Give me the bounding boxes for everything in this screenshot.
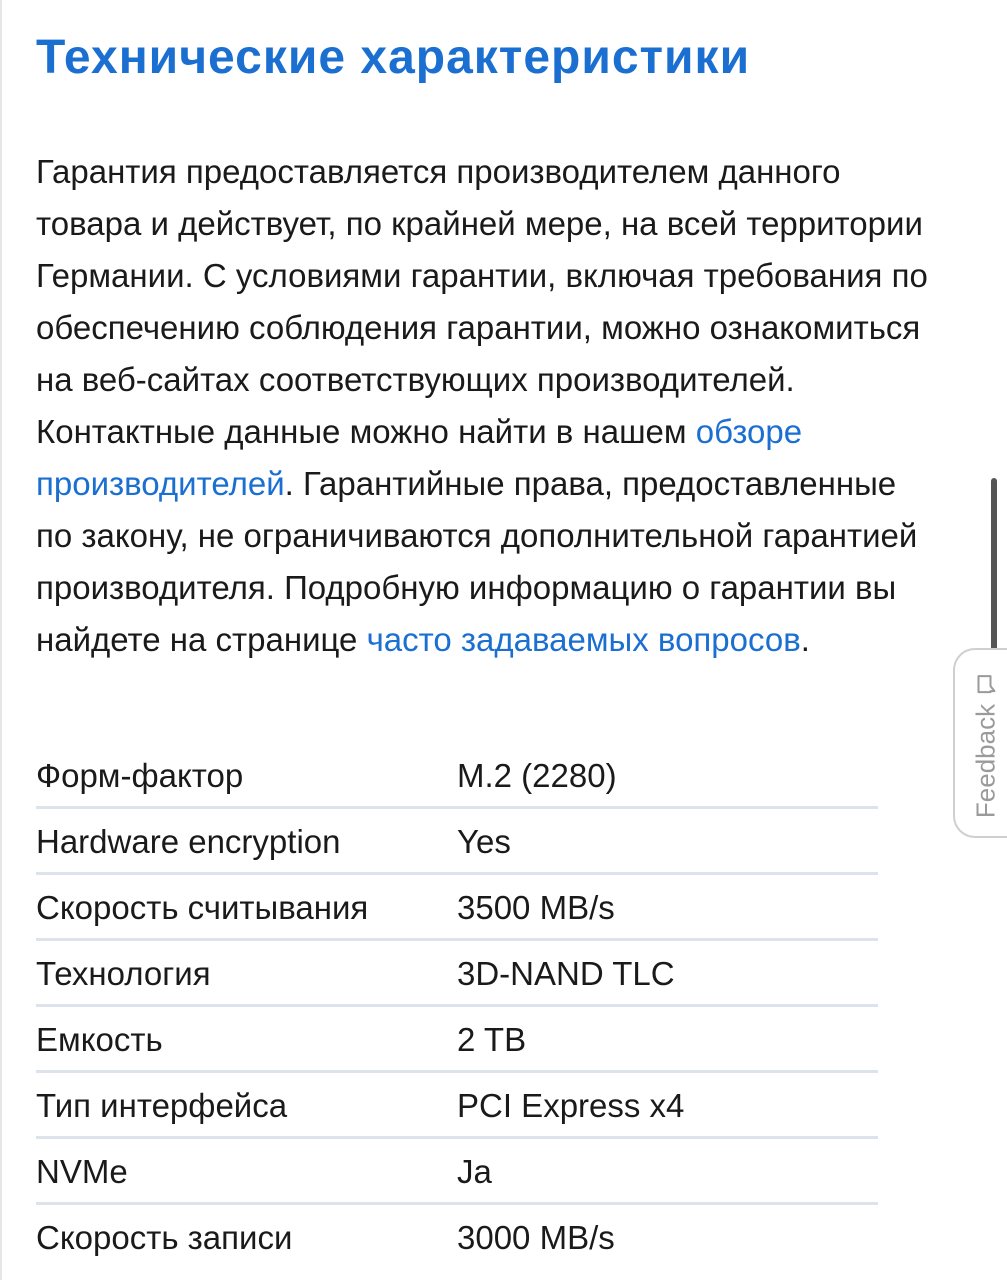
- spec-label: Форм-фактор: [36, 757, 244, 794]
- spec-row: [36, 1139, 878, 1205]
- page-edge: [0, 0, 2, 1280]
- specs-table: [36, 743, 878, 1268]
- spec-row: [36, 941, 878, 1007]
- spec-value: PCI Express x4: [457, 1087, 685, 1124]
- spec-label: Технология: [36, 955, 211, 992]
- spec-value: Ja: [457, 1153, 492, 1190]
- spec-label: Скорость считывания: [36, 889, 369, 926]
- spec-value: 2 TB: [457, 1021, 527, 1058]
- warranty-text: [36, 146, 936, 666]
- spec-row: [36, 1007, 878, 1073]
- spec-row: [36, 1073, 878, 1139]
- spec-label: Hardware encryption: [36, 823, 341, 860]
- chat-bubble-icon: [974, 672, 998, 696]
- spec-value: 3D-NAND TLC: [457, 955, 675, 992]
- spec-value: M.2 (2280): [457, 757, 617, 794]
- spec-row: [36, 1205, 878, 1268]
- feedback-label: Feedback: [970, 703, 1001, 819]
- spec-row: [36, 743, 878, 809]
- spec-row: [36, 809, 878, 875]
- warranty-text-part: .: [800, 621, 810, 658]
- spec-label: Тип интерфейса: [36, 1087, 288, 1124]
- spec-value: 3000 MB/s: [457, 1219, 615, 1256]
- faq-link[interactable]: часто задаваемых вопросов: [366, 621, 801, 658]
- page-title: Технические характеристики: [36, 31, 751, 84]
- spec-value: 3500 MB/s: [457, 889, 615, 926]
- spec-label: Скорость записи: [36, 1219, 293, 1256]
- spec-label: Емкость: [36, 1021, 163, 1058]
- warranty-text-part: . Гарантийные права, предоставленные по закону, не ограничиваются дополнительной гарантией производителя. Подробную информацию о гарантии вы найдете на странице: [36, 465, 918, 658]
- manufacturers-overview-link[interactable]: обзоре производителей: [36, 413, 803, 502]
- scrollbar-thumb[interactable]: [991, 478, 997, 656]
- feedback-content: [971, 672, 1002, 818]
- feedback-button[interactable]: [953, 648, 1007, 838]
- warranty-text-part: Гарантия предоставляется производителем данного товара и действует, по крайней мере, на всей территории Германии. С условиями гарантии, включая требования по обеспечению соблюдения гарантии, можно ознакомиться на веб-сайтах соответствующих производителей. Контактные данные можно найти в нашем: [36, 153, 928, 450]
- spec-label: NVMe: [36, 1153, 128, 1190]
- spec-value: Yes: [457, 823, 511, 860]
- spec-row: [36, 875, 878, 941]
